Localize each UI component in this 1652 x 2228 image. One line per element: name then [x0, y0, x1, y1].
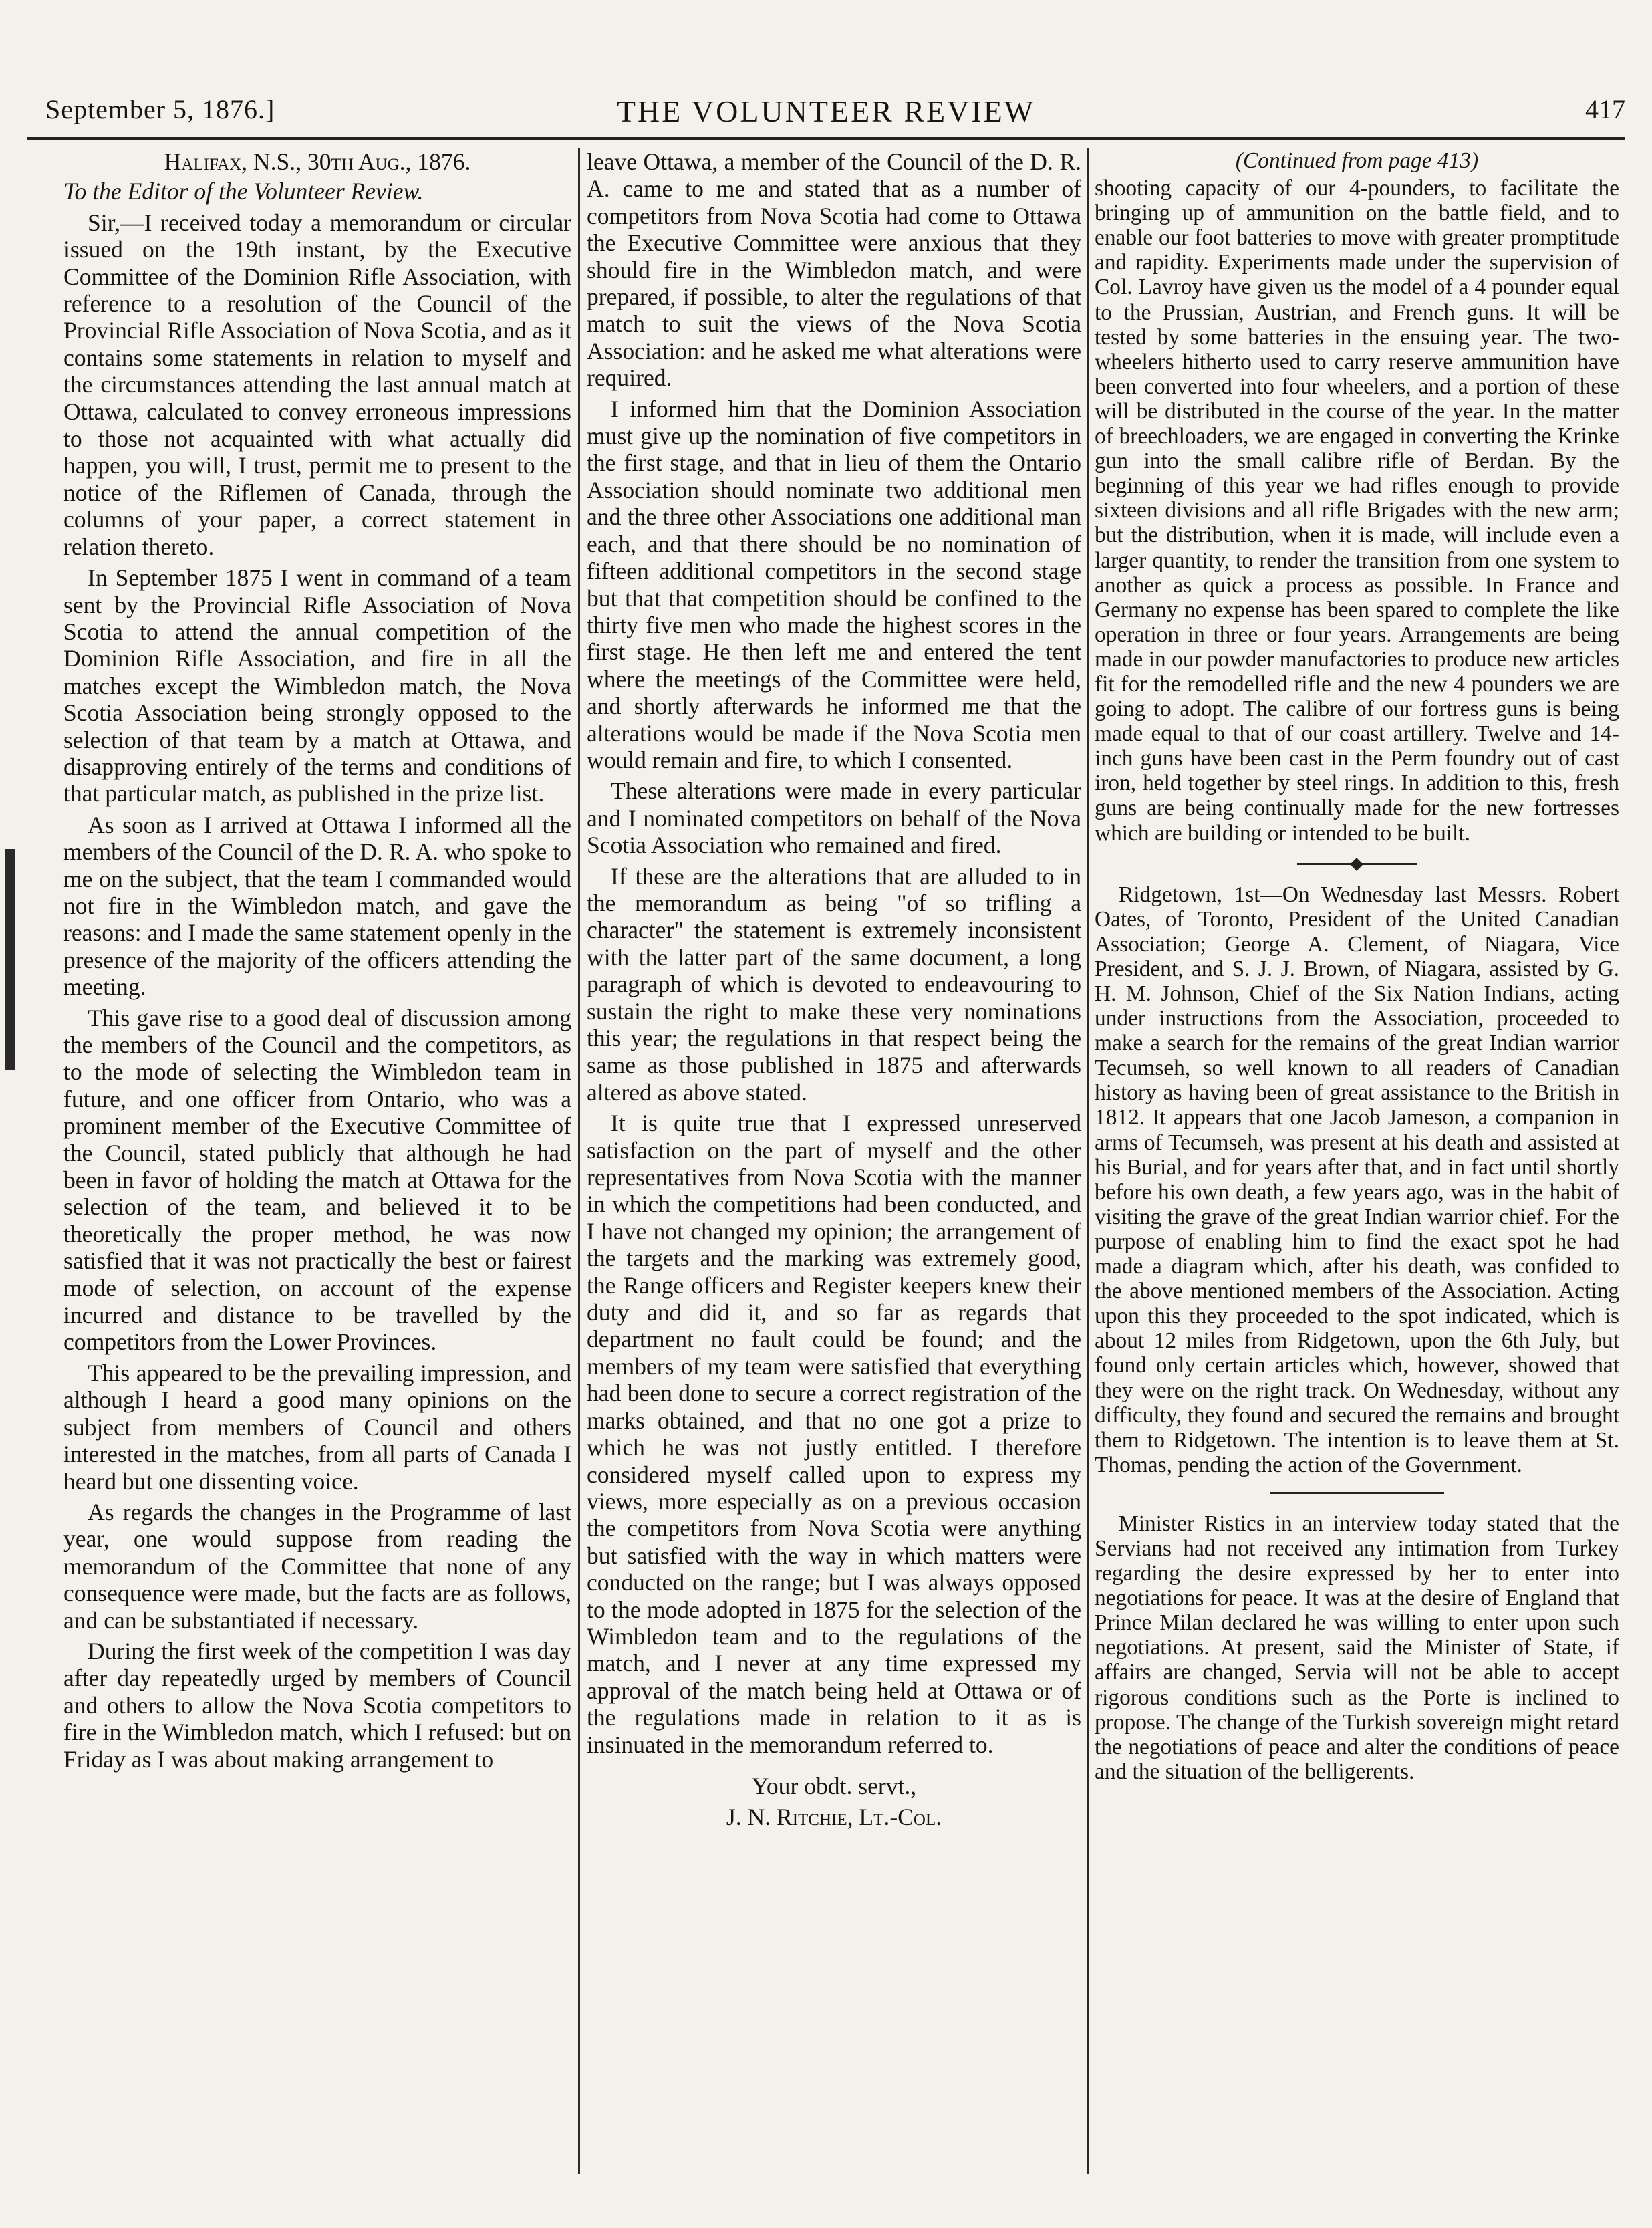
binding-edge-mark — [5, 849, 15, 1070]
separator-ornament — [1350, 858, 1363, 871]
paragraph: leave Ottawa, a member of the Council of the D. R. A. came to me and stated that as a number of competitors from Nova Scotia had come to Ottawa the Executive Committee were anxious that they should fire in the Wimbledon match, and were prepared, if possible, to alter the regulations of that match to suit the views of the Nova Scotia Association: and he asked me what alterations were required. — [587, 148, 1081, 392]
paragraph: Sir,—I received today a memorandum or circular issued on the 19th instant, by the Executive Committee of the Dominion Rifle Association, with reference to a resolution of the Council of the Provincial Rifle Association of Nova Scotia, and as it contains some statements in relation to myself and the circumstances attending the last annual match at Ottawa, calculated to convey erroneous impressions to those not acquainted with what actually did happen, you will, I trust, permit me to present to the notice of the Riflemen of Canada, through the columns of your paper, a correct statement in relation thereto. — [63, 209, 571, 560]
article-separator — [1297, 863, 1417, 865]
letter-signature: J. N. Ritchie, Lt.-Col. — [726, 1804, 942, 1831]
issue-date: September 5, 1876.] — [45, 94, 275, 124]
letter-signoff: Your obdt. servt., — [751, 1772, 917, 1800]
column-right — [1095, 148, 1619, 2194]
paragraph: These alterations were made in every particular and I nominated competitors on behalf of the Nova Scotia Association who remained and fired. — [587, 777, 1081, 859]
paragraph: This appeared to be the prevailing impression, and although I heard a good many opinions on the subject from members of Council and others interested in the matches, from all parts of Canada I heard but one dissenting voice. — [63, 1359, 571, 1495]
page-number: 417 — [1585, 94, 1625, 124]
column-divider — [1087, 148, 1089, 2174]
paragraph: I informed him that the Dominion Association must give up the nomination of five competitors in the first stage, and that in lieu of them the Ontario Association should nominate two additional men and the three other Associations one additional man each, and that there should be no nomination of fifteen additional competitors in the second stage but that that competition should be confined to the thirty five men who made the highest scores in the first stage. He then left me and entered the tent where the meetings of the Committee were held, and shortly afterwards he informed me that the alterations would be made if the Nova Scotia men would remain and fire, to which I consented. — [587, 395, 1081, 773]
column-divider — [578, 148, 580, 2174]
letter-dateline: Halifax, N.S., 30th Aug., 1876. — [164, 148, 471, 175]
article-tecumseh: Ridgetown, 1st—On Wednesday last Messrs. Robert Oates, of Toronto, President of the United Canadian Association; George A. Clement, of Niagara, Vice President, and S. J. J. Brown, of Niagara, assisted by G. H. M. Johnson, Chief of the Six Nation Indians, acting under instructions from the Association, proceeded to make a search for the remains of the great Indian warrior Tecumseh, so well known to all readers of Canadian history as having been of great assistance to the British in 1812. It appears that one Jacob Jameson, a companion in arms of Tecumseh, was present at his death and assisted at his Burial, and for years after that, and in fact until shortly before his own death, a few years ago, was in the habit of visiting the grave of the great Indian warrior chief. For the purpose of enabling him to find the exact spot he had made a diagram which, after his death, was confided to the above mentioned members of the Association. Acting upon this they proceeded to the spot indicated, which is about 12 miles from Ridgetown, upon the 6th July, but found only certain articles which, however, showed that they were on the right track. On Wednesday, without any difficulty, they found and secured the remains and brought them to Ridgetown. The intention is to leave them at St. Thomas, pending the action of the Government. — [1095, 882, 1619, 1477]
paragraph: This gave rise to a good deal of discussion among the members of the Council and the competitors, as to the mode of selecting the Wimbledon team in future, and one officer from Ontario, who was a prominent member of the Executive Committee of the Council, stated publicly that although he had been in favor of holding the match at Ottawa for the selection of the team, and believed it to be theoretically the proper method, he was now satisfied that it was not practically the best or fairest mode of selection, on account of the expense incurred and distance to be travelled by the competitors from the Lower Provinces. — [63, 1004, 571, 1356]
paragraph: In September 1875 I went in command of a team sent by the Provincial Rifle Association of Nova Scotia to attend the annual competition of the Dominion Rifle Association, and fire in all the matches except the Wimbledon match, the Nova Scotia Association being strongly opposed to the selection of that team by a match at Ottawa, and disapproving entirely of the terms and conditions of that particular match, as published in the prize list. — [63, 564, 571, 808]
publication-title: THE VOLUNTEER REVIEW — [616, 94, 1036, 128]
header-rule — [27, 137, 1625, 140]
article-servia: Minister Ristics in an interview today stated that the Servians had not received any intimation from Turkey regarding the desire expressed by her to enter into negotiations for peace. It was at the desire of England that Prince Milan declared he was willing to enter upon such negotiations. At present, said the Minister of State, if affairs are changed, Servia will not be able to accept rigorous conditions such as the Porte is inclined to propose. The change of the Turkish sovereign might retard the negotiations of peace and alter the conditions of peace and the situation of the belligerents. — [1095, 1511, 1619, 1784]
page-header — [27, 94, 1625, 140]
article-separator — [1270, 1492, 1444, 1494]
paragraph: If these are the alterations that are alluded to in the memorandum as being "of so trifling a character" the statement is extremely inconsistent with the latter part of the same document, a long paragraph of which is devoted to endeavouring to sustain the right to make these very nominations this year; the regulations in that respect being the same as those published in 1875 and afterwards altered as above stated. — [587, 862, 1081, 1106]
letter-salutation: To the Editor of the Volunteer Review. — [63, 178, 424, 205]
article-artillery: shooting capacity of our 4-pounders, to facilitate the bringing up of ammunition on the battle field, and to enable our foot batteries to move with greater promptitude and rapidity. Experiments made under the supervision of Col. Lavroy have given us the model of a 4 pounder equal to the Prussian, Austrian, and French guns. It will be tested by some batteries in the ensuing year. The two-wheelers hitherto used to carry reserve ammunition have been converted into four wheelers, and a portion of these will be distributed in the course of the year. In the matter of breechloaders, we are engaged in converting the Krinke gun into the small calibre rifle of Berdan. By the beginning of this year we had rifles enough to provide sixteen divisions and all rifle Brigades with the new arm; but the distribution, when it is made, will include even a larger quantity, to render the transition from one system to another as quick a process as possible. In France and Germany no expense has been spared to complete the like operation in three or four years. Arrangements are being made in our powder manufactories to produce new articles fit for the remodelled rifle and the new 4 pounders we are going to adopt. The calibre of our fortress guns is being made equal to that of our coast artillery. Twelve and 14-inch guns have been cast in the Perm foundry out of cast iron, held together by steel rings. In addition to this, fresh guns are being continually made for the new fortresses which are building or intended to be built. — [1095, 176, 1619, 846]
paragraph: During the first week of the competition I was day after day repeatedly urged by members of Council and others to allow the Nova Scotia competitors to fire in the Wimbledon match, which I refused: but on Friday as I was about making arrangement to — [63, 1637, 571, 1773]
paragraph: As regards the changes in the Programme of last year, one would suppose from reading the memorandum of the Committee that none of any consequence were made, but the facts are as follows, and can be substantiated if necessary. — [63, 1498, 571, 1634]
column-left — [63, 148, 571, 2194]
paragraph: As soon as I arrived at Ottawa I informed all the members of the Council of the D. R. A. who spoke to me on the subject, that the team I commanded would not fire in the Wimbledon match, and gave the reasons: and I made the same statement openly in the presence of the majority of the officers attending the meeting. — [63, 811, 571, 1001]
paragraph: It is quite true that I expressed unreserved satisfaction on the part of myself and the other representatives from Nova Scotia with the manner in which the competitions had been conducted, and I have not changed my opinion; the arrangement of the targets and the marking was extremely good, the Range officers and Register keepers knew their duty and did it, and so far as regards that department no fault could be found; and the members of my team were satisfied that everything had been done to secure a correct registration of the marks obtained, and that no one got a prize to which he was not justly entitled. I therefore considered myself called upon to express my views, more especially as on a previous occasion the competitors from Nova Scotia were anything but satisfied with the way in which matters were conducted on the range; but I was always opposed to the mode adopted in 1875 for the selection of the Wimbledon team and to the regulations of the match, and I never at any time expressed my approval of the match being held at Ottawa or of the regulations made in relation to it as is insinuated in the memorandum referred to. — [587, 1110, 1081, 1758]
column-middle — [587, 148, 1081, 2194]
continued-note: (Continued from page 413) — [1235, 148, 1479, 173]
